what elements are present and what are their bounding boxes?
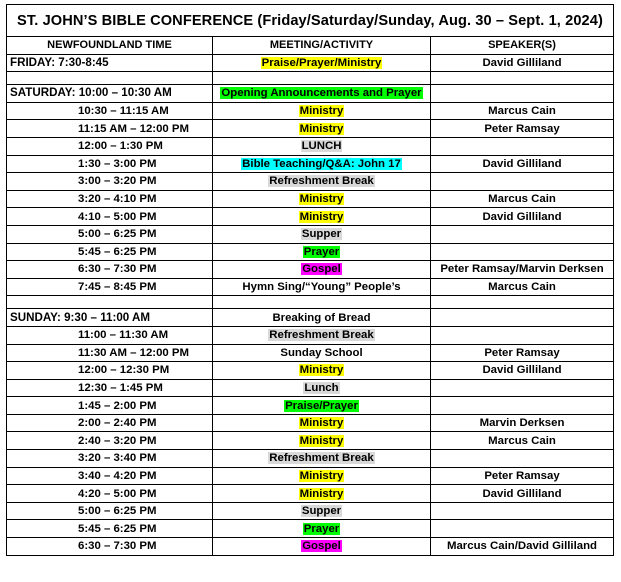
- day-time-cell: SATURDAY: 10:00 – 10:30 AM: [7, 85, 213, 103]
- speaker-cell: David Gilliland: [431, 485, 614, 503]
- speaker-cell: Marcus Cain/David Gilliland: [431, 538, 614, 556]
- time-cell: 12:00 – 12:30 PM: [7, 362, 213, 380]
- spacer-row: [7, 72, 614, 85]
- time-cell: 2:00 – 2:40 PM: [7, 414, 213, 432]
- speaker-cell: Marvin Derksen: [431, 414, 614, 432]
- activity-highlight: Supper: [301, 505, 342, 518]
- activity-cell: [213, 467, 431, 485]
- speaker-cell: Marcus Cain: [431, 432, 614, 450]
- schedule-row: [7, 120, 614, 138]
- activity-cell: [213, 54, 431, 72]
- activity-cell: [213, 414, 431, 432]
- schedule-row: [7, 450, 614, 468]
- schedule-row: [7, 344, 614, 362]
- activity-cell: [213, 502, 431, 520]
- header-time: NEWFOUNDLAND TIME: [7, 37, 213, 55]
- time-cell: 3:40 – 4:20 PM: [7, 467, 213, 485]
- activity-cell: [213, 190, 431, 208]
- time-cell: 11:15 AM – 12:00 PM: [7, 120, 213, 138]
- page-title: ST. JOHN’S BIBLE CONFERENCE (Friday/Saturday/Sunday, Aug. 30 – Sept. 1, 2024): [7, 5, 614, 37]
- schedule-row: [7, 362, 614, 380]
- activity-cell: [213, 538, 431, 556]
- speaker-cell: [431, 502, 614, 520]
- activity-text: Hymn Sing/“Young” People’s: [242, 281, 401, 294]
- activity-highlight: Refreshment Break: [269, 452, 374, 465]
- activity-highlight: Lunch: [304, 381, 339, 394]
- speaker-cell: Peter Ramsay/Marvin Derksen: [431, 261, 614, 279]
- activity-cell: [213, 85, 431, 103]
- time-cell: 5:45 – 6:25 PM: [7, 520, 213, 538]
- activity-highlight: Ministry: [299, 434, 344, 447]
- activity-highlight: Ministry: [299, 364, 344, 377]
- schedule-row: [7, 102, 614, 120]
- spacer-cell: [431, 72, 614, 85]
- activity-cell: [213, 137, 431, 155]
- activity-highlight: Ministry: [299, 469, 344, 482]
- activity-text: Breaking of Bread: [272, 311, 371, 324]
- activity-cell: [213, 102, 431, 120]
- activity-highlight: Gospel: [302, 263, 341, 276]
- spacer-cell: [431, 296, 614, 309]
- activity-highlight: Supper: [301, 228, 342, 241]
- speaker-cell: [431, 397, 614, 415]
- schedule-row: [7, 278, 614, 296]
- schedule-row: [7, 414, 614, 432]
- schedule-row: [7, 397, 614, 415]
- time-cell: 3:20 – 4:10 PM: [7, 190, 213, 208]
- activity-highlight: Opening Announcements and Prayer: [221, 87, 422, 100]
- schedule-row: [7, 467, 614, 485]
- activity-highlight: Ministry: [299, 122, 344, 135]
- activity-cell: [213, 397, 431, 415]
- activity-cell: [213, 326, 431, 344]
- time-cell: 1:30 – 3:00 PM: [7, 155, 213, 173]
- speaker-cell: David Gilliland: [431, 208, 614, 226]
- time-cell: 11:30 AM – 12:00 PM: [7, 344, 213, 362]
- activity-cell: [213, 450, 431, 468]
- speaker-cell: [431, 243, 614, 261]
- activity-cell: [213, 225, 431, 243]
- spacer-cell: [213, 72, 431, 85]
- schedule-row: [7, 225, 614, 243]
- speaker-cell: [431, 450, 614, 468]
- activity-highlight: Ministry: [299, 417, 344, 430]
- activity-highlight: Gospel: [302, 540, 341, 553]
- time-cell: 7:45 – 8:45 PM: [7, 278, 213, 296]
- speaker-cell: David Gilliland: [431, 155, 614, 173]
- schedule-table: [6, 4, 614, 556]
- activity-highlight: Prayer: [303, 522, 340, 535]
- activity-cell: [213, 278, 431, 296]
- schedule-row: [7, 243, 614, 261]
- speaker-cell: [431, 225, 614, 243]
- activity-cell: [213, 379, 431, 397]
- activity-highlight: LUNCH: [301, 140, 342, 153]
- time-cell: 12:30 – 1:45 PM: [7, 379, 213, 397]
- speaker-cell: [431, 85, 614, 103]
- header-row: [7, 37, 614, 55]
- activity-highlight: Ministry: [299, 193, 344, 206]
- schedule-row: [7, 155, 614, 173]
- speaker-cell: [431, 137, 614, 155]
- time-cell: 4:10 – 5:00 PM: [7, 208, 213, 226]
- activity-cell: [213, 173, 431, 191]
- title-row: [7, 5, 614, 37]
- time-cell: 2:40 – 3:20 PM: [7, 432, 213, 450]
- header-speakers: SPEAKER(S): [431, 37, 614, 55]
- time-cell: 1:45 – 2:00 PM: [7, 397, 213, 415]
- schedule-row: [7, 173, 614, 191]
- schedule-row: [7, 85, 614, 103]
- time-cell: 3:20 – 3:40 PM: [7, 450, 213, 468]
- speaker-cell: Marcus Cain: [431, 190, 614, 208]
- activity-highlight: Ministry: [299, 487, 344, 500]
- schedule-sheet: [6, 4, 613, 556]
- speaker-cell: [431, 326, 614, 344]
- header-activity: MEETING/ACTIVITY: [213, 37, 431, 55]
- schedule-row: [7, 261, 614, 279]
- activity-highlight: Refreshment Break: [269, 329, 374, 342]
- activity-highlight: Bible Teaching/Q&A: John 17: [242, 157, 401, 170]
- schedule-row: [7, 520, 614, 538]
- activity-highlight: Praise/Prayer: [285, 399, 358, 412]
- time-cell: 6:30 – 7:30 PM: [7, 261, 213, 279]
- speaker-cell: David Gilliland: [431, 362, 614, 380]
- schedule-row: [7, 137, 614, 155]
- schedule-row: [7, 326, 614, 344]
- time-cell: 5:45 – 6:25 PM: [7, 243, 213, 261]
- time-cell: 3:00 – 3:20 PM: [7, 173, 213, 191]
- schedule-row: [7, 502, 614, 520]
- schedule-row: [7, 379, 614, 397]
- activity-cell: [213, 208, 431, 226]
- activity-cell: [213, 520, 431, 538]
- speaker-cell: David Gilliland: [431, 54, 614, 72]
- time-cell: 6:30 – 7:30 PM: [7, 538, 213, 556]
- activity-highlight: Ministry: [299, 105, 344, 118]
- schedule-row: [7, 54, 614, 72]
- activity-cell: [213, 485, 431, 503]
- time-cell: 5:00 – 6:25 PM: [7, 502, 213, 520]
- activity-highlight: Refreshment Break: [269, 175, 374, 188]
- activity-cell: [213, 120, 431, 138]
- speaker-cell: [431, 309, 614, 327]
- day-time-cell: SUNDAY: 9:30 – 11:00 AM: [7, 309, 213, 327]
- spacer-row: [7, 296, 614, 309]
- activity-cell: [213, 243, 431, 261]
- speaker-cell: [431, 173, 614, 191]
- activity-highlight: Praise/Prayer/Ministry: [261, 56, 382, 69]
- schedule-row: [7, 190, 614, 208]
- speaker-cell: Marcus Cain: [431, 278, 614, 296]
- spacer-cell: [7, 296, 213, 309]
- speaker-cell: [431, 520, 614, 538]
- schedule-row: [7, 538, 614, 556]
- speaker-cell: Peter Ramsay: [431, 467, 614, 485]
- activity-cell: [213, 344, 431, 362]
- time-cell: 4:20 – 5:00 PM: [7, 485, 213, 503]
- time-cell: 10:30 – 11:15 AM: [7, 102, 213, 120]
- schedule-row: [7, 309, 614, 327]
- activity-cell: [213, 432, 431, 450]
- activity-text: Sunday School: [280, 346, 363, 359]
- activity-highlight: Ministry: [299, 210, 344, 223]
- activity-cell: [213, 362, 431, 380]
- schedule-row: [7, 432, 614, 450]
- speaker-cell: [431, 379, 614, 397]
- spacer-cell: [7, 72, 213, 85]
- spacer-cell: [213, 296, 431, 309]
- time-cell: 11:00 – 11:30 AM: [7, 326, 213, 344]
- speaker-cell: Marcus Cain: [431, 102, 614, 120]
- activity-cell: [213, 309, 431, 327]
- activity-cell: [213, 155, 431, 173]
- speaker-cell: Peter Ramsay: [431, 120, 614, 138]
- schedule-row: [7, 208, 614, 226]
- time-cell: 5:00 – 6:25 PM: [7, 225, 213, 243]
- day-time-cell: FRIDAY: 7:30-8:45: [7, 54, 213, 72]
- activity-highlight: Prayer: [303, 245, 340, 258]
- schedule-row: [7, 485, 614, 503]
- time-cell: 12:00 – 1:30 PM: [7, 137, 213, 155]
- speaker-cell: Peter Ramsay: [431, 344, 614, 362]
- activity-cell: [213, 261, 431, 279]
